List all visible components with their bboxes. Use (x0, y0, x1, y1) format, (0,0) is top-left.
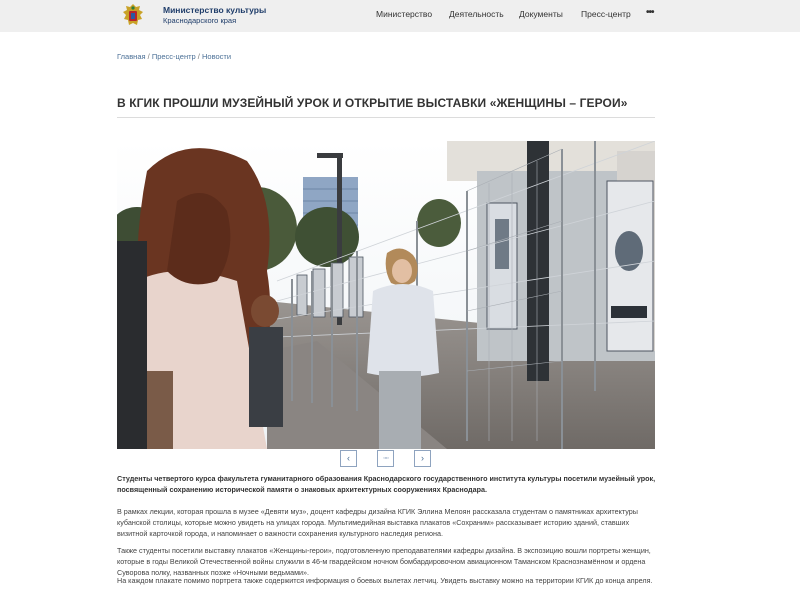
page-title: В КГИК ПРОШЛИ МУЗЕЙНЫЙ УРОК И ОТКРЫТИЕ ВЫСТАВКИ «ЖЕНЩИНЫ – ГЕРОИ» (117, 96, 628, 110)
title-divider (117, 117, 655, 118)
breadcrumb-separator: / (197, 52, 200, 61)
breadcrumb-press-center[interactable]: Пресс-центр (151, 52, 196, 61)
breadcrumb-news[interactable]: Новости (201, 52, 232, 61)
exhibition-photo-illustration (117, 141, 655, 449)
nav-ministry[interactable]: Министерство (376, 9, 433, 19)
brand-subtitle[interactable]: Краснодарского края (163, 16, 237, 25)
slider-next-button[interactable]: › (414, 450, 431, 467)
article-photo (117, 141, 655, 449)
slider-thumbnails-button[interactable]: ▫▫▫ (377, 450, 394, 467)
nav-press-center[interactable]: Пресс-центр (581, 9, 631, 19)
more-menu-icon[interactable]: ••• (646, 7, 654, 18)
breadcrumb (117, 52, 231, 61)
brand-title[interactable]: Министерство культуры (163, 5, 267, 15)
nav-activity[interactable]: Деятельность (449, 9, 504, 19)
breadcrumb-separator: / (147, 52, 150, 61)
nav-documents[interactable]: Документы (519, 9, 563, 19)
article-lead: Студенты четвертого курса факультета гуманитарного образования Краснодарского государственного института культуры посетили музейный урок, посвященный сохранению исторической памяти о знаковых архитектурных сооружениях Краснодара. (117, 474, 656, 494)
article-paragraph: В рамках лекции, которая прошла в музее «Девяти муз», доцент кафедры дизайна КГИК Эллина Мелоян рассказала студентам о памятниках архитектуры кубанской столицы, которые можно увидеть на улицах города. Мультимедийная выставка плакатов «Сохраним» рассказывает историю зданий, ставших визитной карточкой города, и напоминает о важности сохранения культурного наследия региона. (117, 507, 638, 538)
article-paragraph: Также студенты посетили выставку плакатов «Женщины-герои», подготовленную преподавателями кафедры дизайна. В экспозицию вошли портреты женщин, которые в годы Великой Отечественной войны служили в 46-м гвардейском ночном бомбардировочном авиационном Таманском Краснознамённом и ордена Суворова полку, названных позже «Ночными ведьмами». (117, 546, 651, 577)
slider-prev-button[interactable]: ‹ (340, 450, 357, 467)
article-paragraph: На каждом плакате помимо портрета также содержится информация о боевых вылетах летчиц. Увидеть выставку можно на территории КГИК до конца апреля. (117, 576, 653, 585)
breadcrumb-home[interactable]: Главная (117, 52, 146, 61)
site-header (0, 0, 800, 32)
coat-of-arms-icon[interactable] (121, 3, 145, 29)
